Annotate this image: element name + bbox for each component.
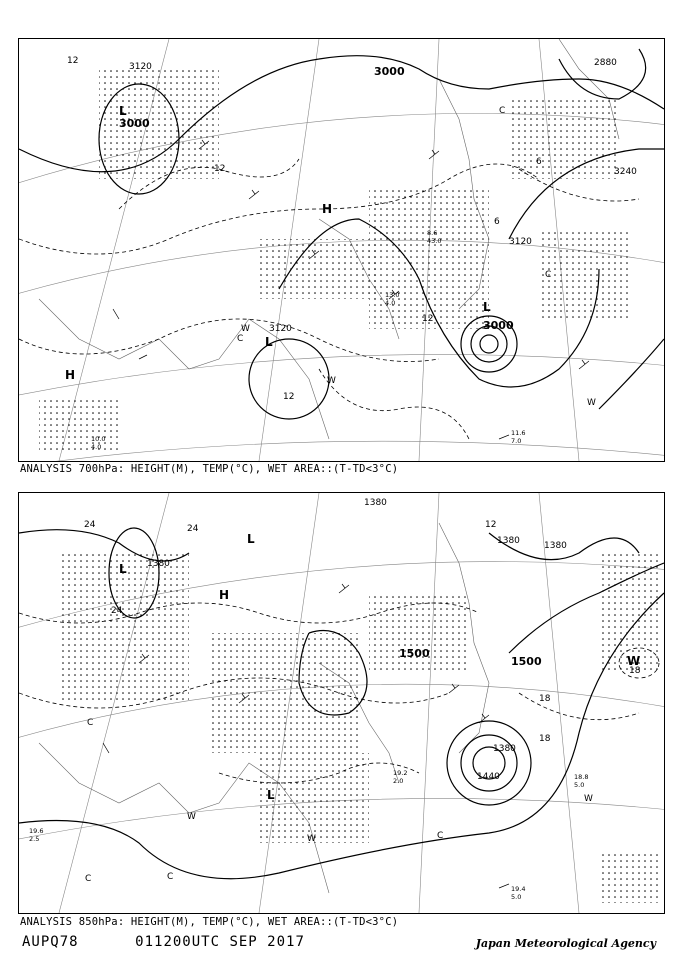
agency-name: Japan Meteorological Agency (475, 937, 656, 950)
temp-label: C (167, 872, 174, 882)
height-label: 3120 (129, 62, 152, 72)
station-value: 8.6 (427, 229, 438, 237)
station-value: 13.0 (385, 291, 400, 299)
temp-label: 6 (494, 217, 500, 227)
height-label: 2880 (594, 58, 617, 68)
height-label: 3000 (483, 319, 514, 332)
temp-label: C (237, 334, 244, 344)
high-pressure-marker: H (322, 202, 333, 216)
station-value: 11.6 (511, 429, 526, 437)
temp-label: C (545, 270, 552, 280)
height-label: 1380 (147, 559, 170, 569)
station-value: 10.0 (91, 435, 106, 443)
station-value: 18.8 (574, 773, 589, 781)
height-label: 3120 (509, 237, 532, 247)
temp-label: C (85, 874, 92, 884)
temp-label: 12 (67, 56, 79, 66)
temp-label: W (307, 834, 316, 844)
chart-identifier (22, 934, 305, 950)
temp-label: 24 (111, 606, 123, 616)
low-pressure-marker: L (247, 532, 255, 546)
weather-map-850hpa (19, 493, 664, 913)
low-pressure-marker: L (267, 788, 275, 802)
height-label: 1380 (493, 744, 516, 754)
temp-label: 12 (422, 314, 434, 324)
temp-label: W (241, 324, 250, 334)
station-value: 2.5 (29, 835, 40, 843)
height-label: 1380 (497, 536, 520, 546)
temp-label: C (87, 718, 94, 728)
temp-label: W (327, 376, 336, 386)
height-label: 1380 (544, 541, 567, 551)
temp-label: 18 (539, 734, 551, 744)
map-panel-700hpa (18, 38, 665, 462)
height-label: 3000 (119, 117, 150, 130)
chart-time: 011200UTC SEP 2017 (135, 934, 305, 950)
height-label: 1440 (477, 772, 500, 782)
height-label: 3240 (614, 167, 637, 177)
height-label: 1500 (399, 647, 430, 660)
station-value: 19.2 (393, 769, 408, 777)
temp-label: 12 (283, 392, 295, 402)
height-label: 1500 (511, 655, 542, 668)
low-pressure-marker: L (483, 300, 491, 314)
temp-label: C (437, 831, 444, 841)
temp-label: 6 (536, 157, 542, 167)
station-value: 4.0 (91, 443, 102, 451)
height-label: 3120 (269, 324, 292, 334)
temp-label: C (499, 106, 506, 116)
warm-marker: W (627, 654, 641, 668)
station-value: 4.0 (385, 299, 396, 307)
temp-label: 12 (485, 520, 497, 530)
low-pressure-marker: L (119, 562, 127, 576)
map-panel-850hpa (18, 492, 665, 914)
station-value: 5.0 (574, 781, 585, 789)
temp-label: 24 (84, 520, 96, 530)
chart-code: AUPQ78 (22, 934, 79, 950)
station-value: 7.0 (511, 437, 522, 445)
height-label: 3000 (374, 65, 405, 78)
wet-area-hatching (59, 553, 659, 903)
temp-label: 24 (187, 524, 199, 534)
station-value: 43.0 (427, 237, 442, 245)
station-value: 2.0 (393, 777, 404, 785)
weather-map-700hpa (19, 39, 664, 461)
temp-label: W (587, 398, 596, 408)
station-value: 19.6 (29, 827, 44, 835)
low-pressure-marker: L (265, 335, 273, 349)
station-value: 5.0 (511, 893, 522, 901)
temp-label: 18 (629, 666, 641, 676)
height-label: 1380 (364, 498, 387, 508)
temp-label: W (584, 794, 593, 804)
temp-label: W (187, 812, 196, 822)
low-pressure-marker: L (119, 104, 127, 118)
temp-label: 12 (214, 164, 226, 174)
high-pressure-marker: H (219, 588, 230, 602)
station-value: 19.4 (511, 885, 526, 893)
high-pressure-marker: H (65, 368, 76, 382)
temp-label: 18 (539, 694, 551, 704)
caption-850hpa: ANALYSIS 850hPa: HEIGHT(M), TEMP(°C), WET AREA::(T-TD<3°C) (20, 916, 399, 928)
caption-700hpa: ANALYSIS 700hPa: HEIGHT(M), TEMP(°C), WET AREA::(T-TD<3°C) (20, 463, 399, 475)
